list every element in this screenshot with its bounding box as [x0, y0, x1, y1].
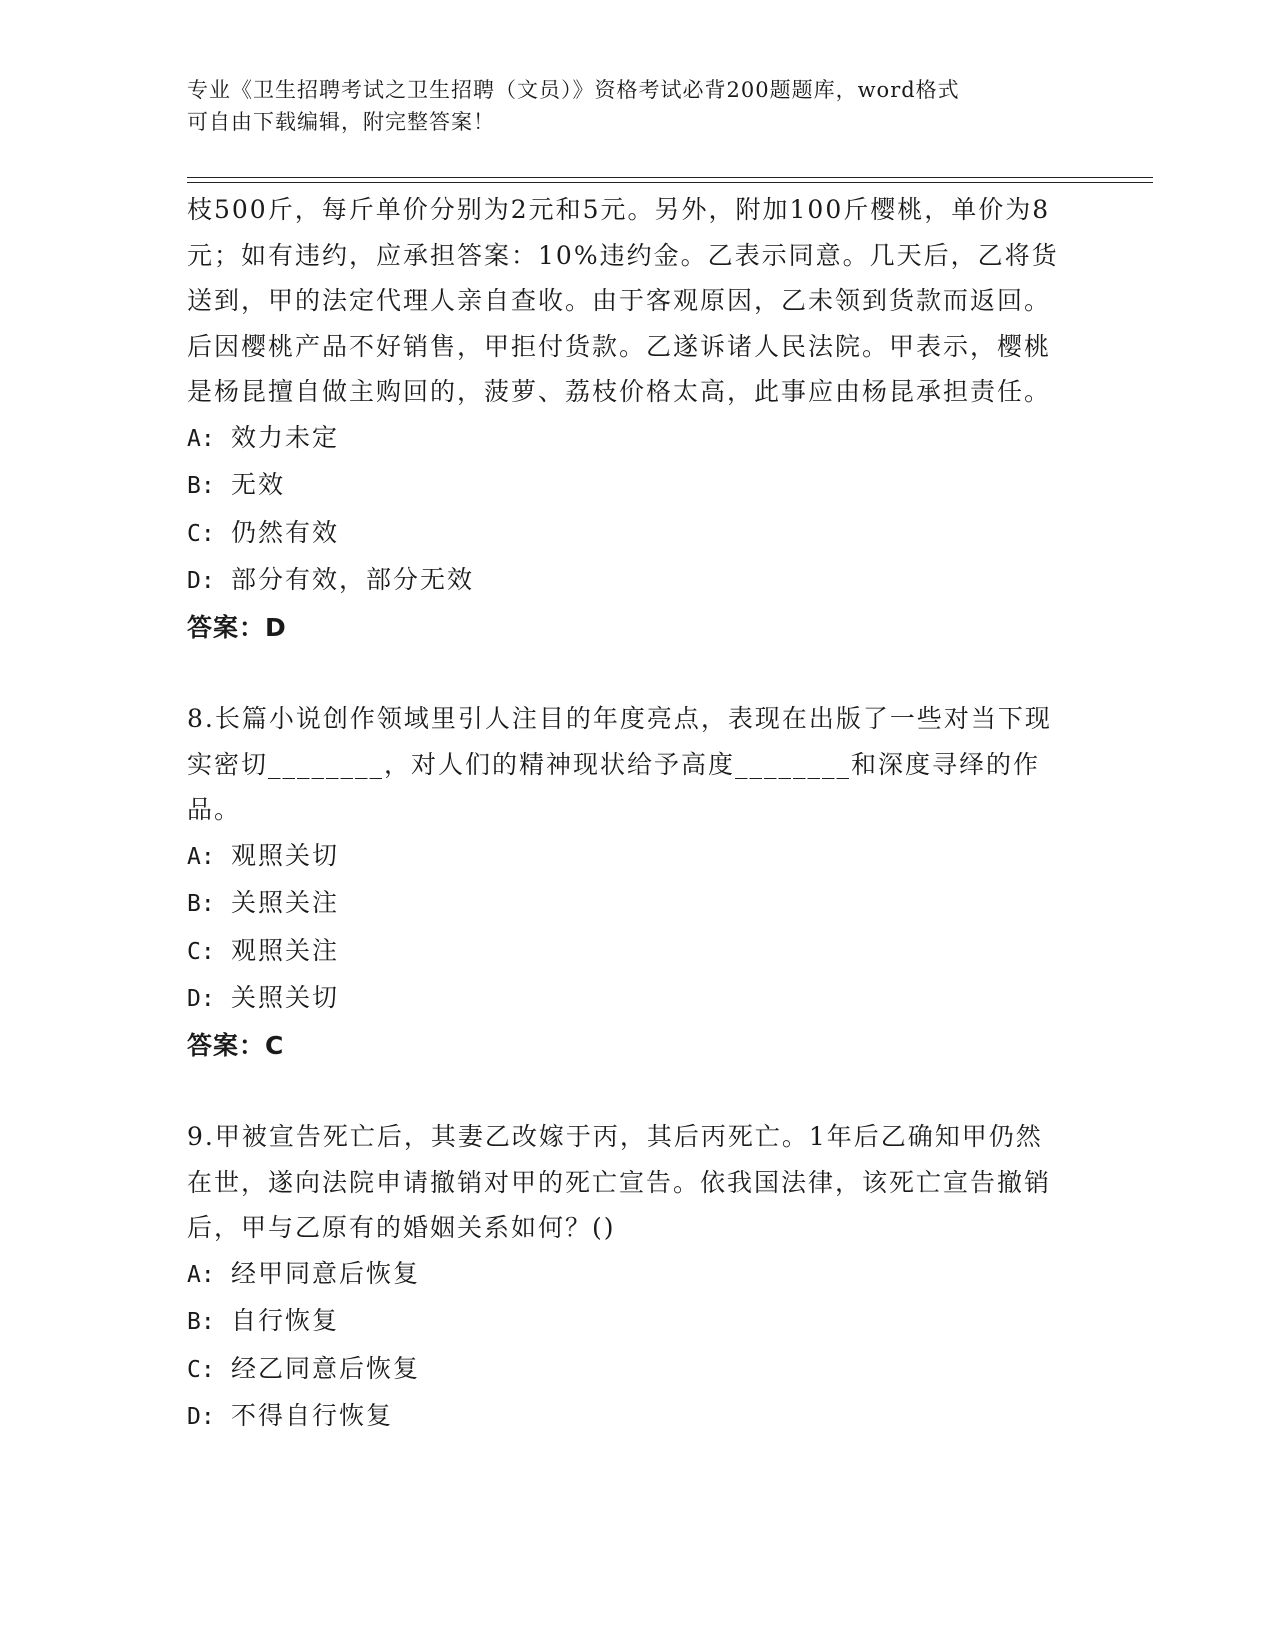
option-letter: C:: [187, 938, 215, 965]
question-8: [187, 696, 1067, 1068]
option-text: 观照关切: [231, 840, 340, 870]
question-7-answer: 答案：D: [187, 612, 287, 642]
option-letter: A:: [187, 1261, 215, 1288]
option-letter: A:: [187, 843, 215, 870]
document-body: [187, 187, 1067, 1441]
option-letter: D:: [187, 1404, 215, 1430]
option-text: 经甲同意后恢复: [231, 1258, 421, 1288]
option-letter: C:: [187, 520, 215, 547]
question-8-option-d: [187, 975, 1067, 1023]
option-letter: D:: [187, 568, 215, 594]
question-8-option-a: [187, 833, 1067, 881]
header-line-1: 专业《卫生招聘考试之卫生招聘（文员）》资格考试必背200题题库，word格式: [187, 78, 960, 102]
document-header: [187, 74, 1067, 138]
question-spacer: [187, 1068, 1067, 1114]
option-letter: C:: [187, 1356, 215, 1383]
option-letter: A:: [187, 425, 215, 452]
option-letter: B:: [187, 1309, 215, 1335]
option-text: 关照关切: [231, 983, 340, 1012]
header-divider-top: [187, 177, 1153, 178]
option-text: 仍然有效: [231, 517, 340, 547]
option-text: 观照关注: [231, 935, 340, 965]
option-text: 部分有效，部分无效: [231, 565, 475, 594]
option-letter: D:: [187, 986, 215, 1012]
question-7-option-c: [187, 510, 1067, 558]
question-7-option-b: [187, 462, 1067, 510]
question-7-text: 枝500斤，每斤单价分别为2元和5元。另外，附加100斤樱桃，单价为8元；如有违约，应承担答案：10%违约金。乙表示同意。几天后，乙将货送到，甲的法定代理人亲自查收。由于客观原因，乙未领到货款而返回。后因樱桃产品不好销售，甲拒付货款。乙遂诉诸人民法院。甲表示，樱桃是杨昆擅自做主购回的，菠萝、荔枝价格太高，此事应由杨昆承担责任。: [187, 195, 1059, 406]
question-7-option-a: [187, 415, 1067, 463]
option-text: 关照关注: [231, 888, 340, 917]
question-9-option-b: [187, 1298, 1067, 1346]
question-9-option-c: [187, 1346, 1067, 1394]
question-8-option-b: [187, 880, 1067, 928]
question-8-answer: 答案：C: [187, 1030, 285, 1060]
option-letter: B:: [187, 473, 215, 499]
question-9-text: 9.甲被宣告死亡后，其妻乙改嫁于丙，其后丙死亡。1年后乙确知甲仍然在世，遂向法院申请撤销对甲的死亡宣告。依我国法律，该死亡宣告撤销后，甲与乙原有的婚姻关系如何？(): [187, 1122, 1052, 1242]
header-line-2: 可自由下载编辑，附完整答案！: [187, 110, 495, 134]
option-text: 不得自行恢复: [231, 1401, 394, 1430]
question-9-option-d: [187, 1393, 1067, 1441]
option-text: 效力未定: [231, 422, 340, 452]
option-text: 自行恢复: [231, 1306, 340, 1335]
header-divider-bottom: [187, 182, 1153, 183]
question-8-text: 8.长篇小说创作领域里引人注目的年度亮点，表现在出版了一些对当下现实密切________，对人们的精神现状给予高度________和深度寻绎的作品。: [187, 704, 1052, 824]
question-9: [187, 1114, 1067, 1441]
question-spacer: [187, 650, 1067, 696]
option-text: 无效: [231, 470, 286, 499]
option-letter: B:: [187, 891, 215, 917]
question-7-option-d: [187, 557, 1067, 605]
question-8-option-c: [187, 928, 1067, 976]
question-7: [187, 187, 1067, 650]
question-9-option-a: [187, 1251, 1067, 1299]
option-text: 经乙同意后恢复: [231, 1353, 421, 1383]
